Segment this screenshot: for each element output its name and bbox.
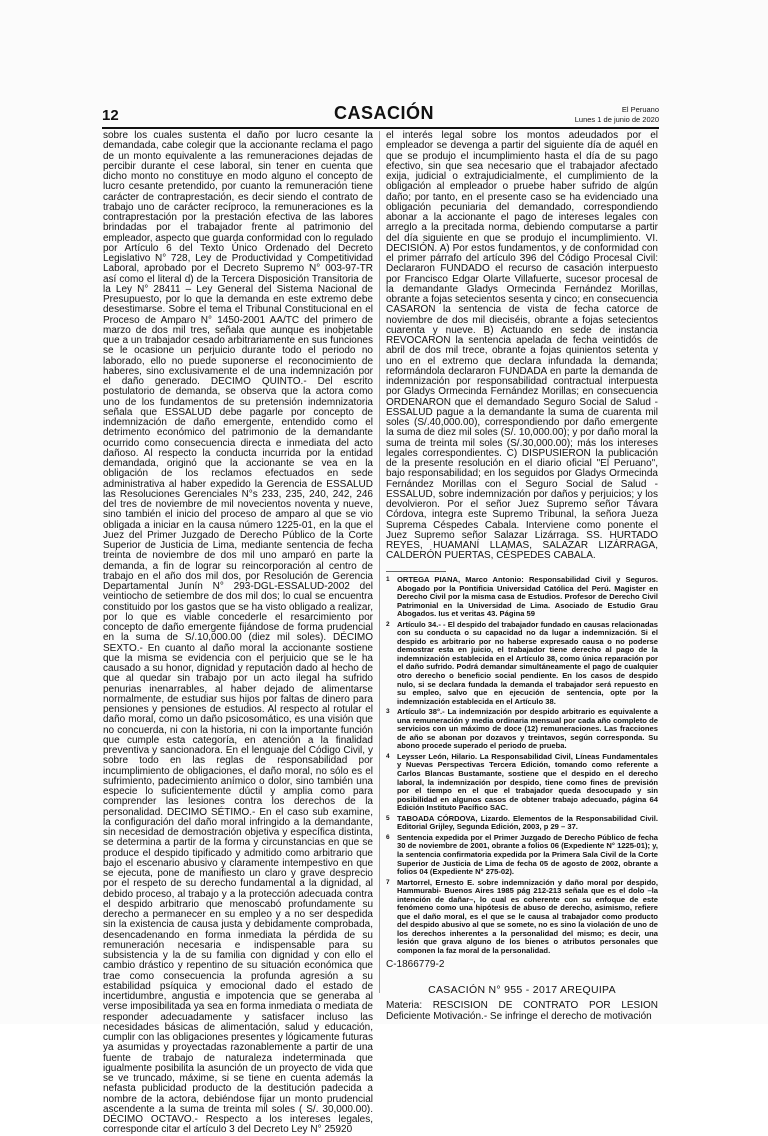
footnote-mark: 7 (386, 878, 390, 886)
section-title: CASACIÓN (333, 103, 434, 123)
publication-date: Lunes 1 de junio de 2020 (574, 115, 659, 124)
footnote-rule (386, 571, 446, 572)
footnote-text: Sentencia expedida por el Primer Juzgado de Derecho Público de fecha 30 de noviembre de 2001, obrante a folios 06 (Expediente N° 1225-01); y, la sentencia confirmatoria expedida por la Primera Sala Civil de la Corte Superior de Justicia de Lima de fecha 05 de agosto de 2002, obrante a folios 04 (Expediente N° 275-02). (397, 832, 658, 877)
header-rule (102, 127, 659, 129)
footnote (386, 834, 658, 877)
footnote-text: Martorrel, Ernesto E. sobre indemnización y daño moral por despido, Hammurabi- Buenos Aires 1985 pág 212-213 señala que es el dolo –la intención de dañar–, lo cual es coherente con su enfoque de este fenómeno como una hipótesis de abuso de derecho, asimismo, refiere que el daño moral, es el que se le causa al trabajador como producto del despido abusivo al que se somete, no es sino la violación de uno de los derechos inherentes a la personalidad del mismo; es decir, una lesión que grava alguno de los bienes o atributos personales que componen la faz moral de la personalidad. (397, 877, 658, 955)
footnote (386, 815, 658, 832)
column-divider (379, 131, 380, 993)
footnote-mark: 4 (386, 752, 390, 760)
footnote-text: ORTEGA PIANA, Marco Antonio: Responsabilidad Civil y Seguros. Abogado por la Pontificia Universidad Católica del Perú. Magister en Derecho Civil por la misma casa de Estudios. Profesor de Derecho Civil Patrimonial en la Universidad de Lima. Asociado de Estudio Grau Abogados. Ius et veritas 43. Página 59 (397, 575, 658, 619)
footnote-mark: 6 (386, 833, 390, 841)
publisher-name: El Peruano (621, 105, 659, 114)
footnote-mark: 1 (386, 576, 390, 583)
footnote-mark: 5 (386, 814, 390, 822)
left-column-text: sobre los cuales sustenta el daño por lucro cesante la demandada, cabe colegir que la accionante reclama el pago de un monto equivalente a las remuneraciones dejadas de percibir durante el cese laboral, sin tener en cuenta que dicho monto no constituye en modo alguno el concepto de lucro cesante pretendido, por cuanto la remuneración tiene carácter de contraprestación, es decir siendo el contrato de trabajo uno de carácter recíproco, la remuneraciones es la contraprestación por la prestación efectiva de las labores brindadas por el trabajador frente al patrimonio del empleador, aspecto que guarda conformidad con lo regulado por Artículo 6 del Texto Único Ordenado del Decreto Legislativo N° 728, Ley de Productividad y Competitividad Laboral, aprobado por el Decreto Supremo N° 003-97-TR así como el literal d) de la Tercera Disposición Transitoria de la Ley N° 28411 – Ley General del Sistema Nacional de Presupuesto, por lo que la demanda en este extremo debe desestimarse. Sobre el tema el Tribunal Constitucional en el Proceso de Amparo N° 1450-2001 AA/TC del primero de marzo de dos mil tres, señala que aunque es inobjetable que a un trabajador cesado arbitrariamente en sus funciones se le ocasione un perjuicio durante todo el periodo no laborado, ello no puede suponerse el reconocimiento de haberes, sino exclusivamente el de una indemnización por el daño generado. DECIMO QUINTO.- Del escrito postulatorio de demanda, se observa que la actora como uno de los fundamentos de su pretensión indemnizatoria señala que ESSALUD debe pagarle por concepto de indemnización de daño emergente, entendido como el detrimento económico del patrimonio de la demandante ocurrido como consecuencia directa e inmediata del acto dañoso. Al respecto la conducta incurrida por la entidad demandada, originó que la accionante se vea en la obligación de los reclamos efectuados en sede administrativa al haber expedido la Gerencia de ESSALUD las Resoluciones Gerenciales N°s 233, 235, 240, 242, 246 del tres de noviembre de mil novecientos noventa y nueve, sino también el inicio del proceso de amparo al que se vio obligada a iniciar en la causa número 1225-01, en la que el Juez del Primer Juzgado de Derecho Público de la Corte Superior de Justicia de Lima, mediante sentencia de fecha treinta de noviembre de dos mil uno amparó en parte la demanda, a fin de lograr su reincorporación al centro de trabajo en el año dos mil dos, por Resolución de Gerencia Departamental Junín N° 293-DGL-ESSALUD-2002 del veintiocho de setiembre de dos mil dos; lo cual se encuentra constituido por los gastos que se ha visto obligado a realizar, por lo que es viable concederle el resarcimiento por concepto de daño emergente fijándose de forma prudencial en la suma de S/.10,000.00 (diez mil soles). DÉCIMO SEXTO.- En cuanto al daño moral la accionante sostiene que la misma se evidencia con el perjuicio que se le ha causado a su honor, dignidad y reputación dado al hecho de que al quedar sin trabajo por un acto ilegal ha sufrido penurias inenarrables, al haber dejado de alimentarse normalmente, de estudiar sus hijos por faltas de dinero para pensiones y pensiones de estudios. Al respecto al rotular el daño moral, como un daño psicosomático, es una visión que no concuerda, ni con la historia, ni con la importante función que cumple esta categoría, en atención a la finalidad preventiva y sancionadora. En el lenguaje del Código Civil, y sobre todo en las reglas de responsabilidad por incumplimiento de obligaciones, el daño moral, no sólo es el sufrimiento, padecimiento anímico o dolor, sino también una especie lo suficientemente dúctil y amplia como para comprender las lesiones contra los derechos de la personalidad. DECIMO SÉTIMO.- En el caso sub examine, la configuración del daño moral infringido a la demandante, sin necesidad de demostración objetiva y específica distinta, se determina a partir de la forma y circunstancias en que se produce el despido tipificado y admitido como arbitrario que bajo el escenario abusivo y claramente intempestivo en que se ejecuta, pone de manifiesto un claro y grave desprecio por el respeto de su derecho fundamental a la dignidad, al debido proceso, al trabajo y a la protección adecuada contra el despido arbitrario que menoscabó profundamente su derecho a permanecer en su empleo y a no ser despedida sin la existencia de causa justa y debidamente comprobada, desencadenando en forma inmediata la pérdida de su remuneración necesaria e indispensable para su subsistencia y la de su familia con dignidad y con ello el cambio drástico y repentino de su situación económica que trae como consecuencia la profunda agresión a su estabilidad psíquica y emocional dado el estado de incertidumbre, angustia e impotencia que se generaba al verse imposibilitada ya sea en forma inmediata o mediata de responder adecuadamente y satisfacer incluso las necesidades básicas de alimentación, salud y educación, cumplir con las obligaciones presentes y lógicamente futuras ya asumidas y proyectadas razonablemente a partir de una fuente de trabajo de naturaleza indeterminada que igualmente posibilita la asunción de un proyecto de vida que se ve truncado, máxime, si se tiene en cuenta además la nefasta publicidad producto de la destitución padecida a nombre de la actora, debiéndose fijar un monto prudencial ascendente a la suma de treinta mil soles ( S/. 30,000.00). DÉCIMO OCTAVO.- Respecto a los intereses legales, corresponde citar el artículo 3 del Decreto Ley N° 25920 (103, 130, 373, 1136)
next-case-title: CASACIÓN N° 955 - 2017 AREQUIPA (428, 983, 616, 996)
next-case-materia: Materia: RESCISION DE CONTRATO POR LESION Deficiente Motivación.- Se infringe el derecho de motivación (386, 1000, 658, 1022)
footnotes (386, 576, 658, 956)
right-column (386, 130, 658, 1022)
left-column (103, 130, 373, 1136)
footnote (386, 576, 658, 619)
publication-code: C-1866779-2 (386, 958, 445, 970)
footnote-text: Leysser León, Hilario. La Responsabilidad Civil, Líneas Fundamentales y Nuevas Perspectivas Tercera Edición, tomando como referente a Carlos Blancas Bustamante, sostiene que el despido en el derecho laboral, la indemnización por despido, tiene como fines de previsión por el tiempo en el que el trabajador queda desocupado y sin posibilidad en algunos casos de obtener trabajo adecuado, página 64 Edición Instituto Pacífico SAC. (397, 751, 658, 813)
footnote (386, 753, 658, 813)
publication-info (575, 105, 659, 125)
footnote-mark: 3 (386, 708, 390, 716)
footnote (386, 879, 658, 956)
footnote-mark: 2 (386, 620, 390, 628)
right-column-text: el interés legal sobre los montos adeudados por el empleador se devenga a partir del siguiente día de aquél en que se produjo el incumplimiento hasta el día de su pago efectivo, sin que sea necesario que el trabajador afectado exija, judicial o extrajudicialmente, el cumplimiento de la obligación al empleador o pruebe haber sufrido de algún daño; por tanto, en el presente caso se ha evidenciado una obligación pecuniaria del demandado, correspondiendo abonar a la accionante el pago de intereses legales con arreglo a la precitada norma, debiendo computarse a partir del día siguiente en que se produjo el incumplimiento. VI. DECISIÓN. A) Por estos fundamentos, y de conformidad con el primer párrafo del artículo 396 del Código Procesal Civil: Declararon FUNDADO el recurso de casación interpuesto por Francisco Edgar Olarte Villafuerte, sucesor procesal de la demandante Gladys Ormecinda Fernández Morillas, obrante a fojas setecientos sesenta y cinco; en consecuencia CASARON la sentencia de vista de fecha catorce de noviembre de dos mil dieciséis, obrante a fojas setecientos cuarenta y nueve. B) Actuando en sede de instancia REVOCARON la sentencia apelada de fecha veintidós de abril de dos mil trece, obrante a fojas quinientos setenta y uno en el extremo que declara infundada la demanda; reformándola declararon FUNDADA en parte la demanda de indemnización por responsabilidad contractual interpuesta por Gladys Ormecinda Fernández Morillas; en consecuencia ORDENARON que el demandado Seguro Social de Salud -ESSALUD pague a la demandante la suma de cuarenta mil soles (S/.40,000.00), correspondiendo por daño emergente la suma de diez mil soles (S/. 10,000.00); y por daño moral la suma de treinta mil soles (S/.30,000.00); más los intereses legales correspondientes. C) DISPUSIERON la publicación de la presente resolución en el diario oficial "El Peruano", bajo responsabilidad; en los seguidos por Gladys Ormecinda Fernández Morillas con el Seguro Social de Salud -ESSALUD, sobre indemnización por daños y perjuicios; y los devolvieron. Por el señor Juez Supremo señor Távara Córdova, integra este Supremo Tribunal, la señora Jueza Suprema Céspedes Cabala. Interviene como ponente el Juez Supremo señor Salazar Lizárraga. SS. HURTADO REYES, HUAMANÍ LLAMAS, SALAZAR LIZÁRRAGA, CALDERÓN PUERTAS, CÉSPEDES CABALA. (386, 130, 658, 562)
footnote (386, 621, 658, 706)
page-number: 12 (102, 107, 119, 124)
footnote-text: TABOADA CÓRDOVA, Lizardo. Elementos de la Responsabilidad Civil. Editorial Grijley, Segunda Edición, 2003, p 29 – 37. (397, 813, 658, 832)
footnote (386, 708, 658, 751)
right-column-main-text-box (386, 131, 658, 569)
footnote-text: Artículo 38°.- La indemnización por despido arbitrario es equivalente a una remuneración y media ordinaria mensual por cada año completo de servicios con un máximo de doce (12) remuneraciones. Las fracciones de año se abonan por dozavos y treintavos, según corresponda. Su abono procede superado el periodo de prueba. (397, 707, 658, 751)
footnote-text: Artículo 34.- - El despido del trabajador fundado en causas relacionadas con su conducta o su capacidad no da lugar a indemnización. Si el despido es arbitrario por no haberse expresado causa o no poderse demostrar esta en juicio, el trabajador tiene derecho al pago de la indemnización establecida en el Artículo 38, como única reparación por el daño sufrido. Podrá demandar simultáneamente el pago de cualquier otro derecho o beneficio social pendiente. En los casos de despido nulo, si se declara fundada la demanda el trabajador será repuesto en su empleo, salvo que en ejecución de sentencia, opte por la indemnización establecida en el Artículo 38. (397, 619, 658, 706)
